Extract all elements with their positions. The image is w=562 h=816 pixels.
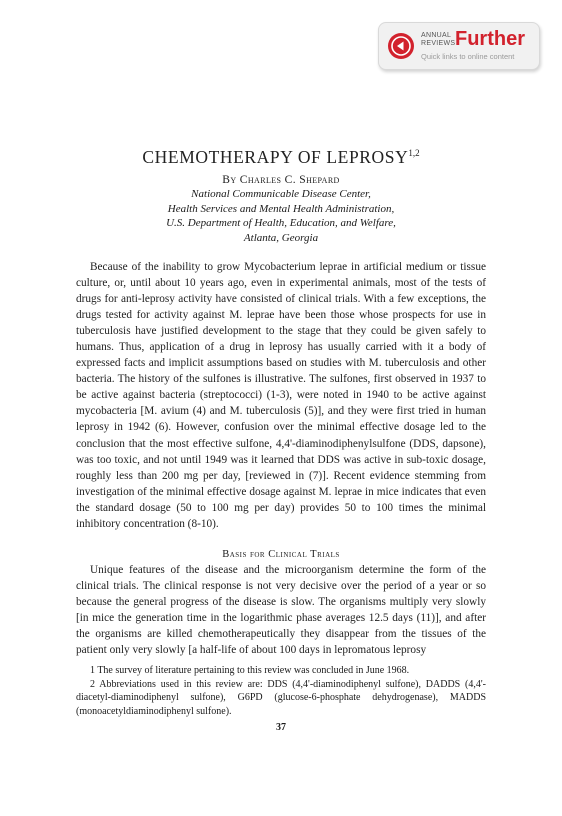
article <box>76 128 486 733</box>
affiliation-line: U.S. Department of Health, Education, and Welfare, <box>166 217 396 229</box>
page-number: 37 <box>276 722 286 734</box>
intro-paragraph: Because of the inability to grow Mycobacterium leprae in artificial medium or tissue culture, or, until about 10 years ago, even in experimental animals, most of the tests of drugs for anti-leprosy activity have consisted of clinical trials. With a few exceptions, the drugs tested for activity against M. leprae have been those whose prospects for use in tuberculosis have justified development to the stage that they could be given safely to humans. Thus, application of a drug in leprosy has usually carried with it a body of expressed facts and implicit assumptions based on studies with M. tuberculosis and other bacteria. The history of the sulfones is illustrative. The sulfones, first observed in 1937 to be active against bacteria (streptococci) (1-3), were noted in 1940 to be active against mycobacteria [M. avium (4) and M. tuberculosis (5)], and they were first tried in human leprosy in 1942 (6). However, confusion over the minimal effective dosage led to the conclusion that the most effective sulfone, 4,4'-diaminodiphenylsulfone (DDS, dapsone), was too toxic, and not until 1949 was it learned that DDS was active in sub-toxic dosage, roughly less than 200 mg per day, [reviewed in (7)]. Recent evidence stemming from investigation of the minimal effective dosage against M. leprae in mice indicates that even the standard dosage (50 to 100 mg per day) provides 50 to 100 times the minimal inhibitory concentration (8-10). <box>76 261 486 530</box>
article-title: CHEMOTHERAPY OF LEPROSY <box>142 147 409 167</box>
byline: By Charles C. Shepard <box>222 174 340 186</box>
banner-annual-text: ANNUAL <box>421 32 452 39</box>
footnote: 2 Abbreviations used in this review are: DDS (4,4'-diaminodiphenyl sulfone), DADDS (4,4'-diacetyl-diaminodiphenyl sulfone), G6PD (glucose-6-phosphate dehydrogenase), MADDS (monoacetyldiaminodiphenyl sulfone). <box>76 678 486 717</box>
banner-further-text: Further <box>455 28 525 50</box>
article-title-block <box>76 142 486 168</box>
banner-reviews-text: REVIEWS <box>421 40 456 47</box>
title-footnote-marks: 1,2 <box>408 148 420 158</box>
play-icon <box>388 33 414 59</box>
further-banner[interactable] <box>378 22 540 70</box>
section-paragraph: Unique features of the disease and the microorganism determine the form of the clinical trials. The clinical response is not very decisive over the period of a year or so because the general progress of the disease is slow. The organisms multiply very slowly [in mice the generation time in the logarithmic phase averages 12.5 days (11)], and after the organisms are killed chemotherapeutically they disappear from the tissues of the patient only very slowly [a half-life of about 100 days in lepromatous leprosy <box>76 563 486 657</box>
affiliation-line: National Communicable Disease Center, <box>191 188 371 200</box>
footnote: 1 The survey of literature pertaining to this review was concluded in June 1968. <box>90 665 410 677</box>
affiliation-line: Health Services and Mental Health Administration, <box>167 202 395 215</box>
banner-quick-links-text: Quick links to online content <box>421 52 515 61</box>
section-heading: Basis for Clinical Trials <box>222 548 340 560</box>
affiliation-line: Atlanta, Georgia <box>243 231 319 244</box>
footnotes <box>76 664 486 718</box>
